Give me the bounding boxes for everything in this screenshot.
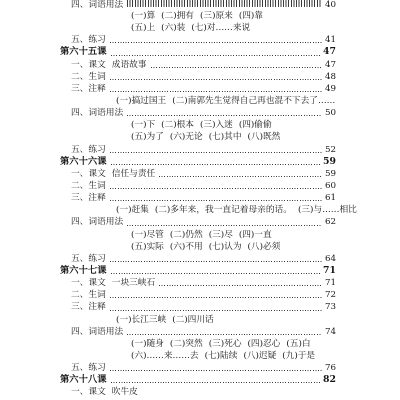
entry-label: 三、注释 xyxy=(71,83,106,94)
usage-item: (四)偷偷 xyxy=(238,120,272,131)
entry-label: 二、生词 xyxy=(71,290,106,301)
page-number: 50 xyxy=(324,108,336,119)
toc-entry-vocabulary xyxy=(60,289,336,301)
toc-entry-text xyxy=(60,386,336,398)
dot-leader xyxy=(111,164,321,165)
usage-item: (八)既然 xyxy=(247,132,281,143)
entry-label: 二、生词 xyxy=(71,71,106,82)
toc-entry-text xyxy=(60,168,336,180)
toc-usage-items xyxy=(60,338,336,350)
toc-usage-items xyxy=(60,241,336,253)
dot-leader xyxy=(110,79,322,80)
usage-item: (二)仍然 xyxy=(169,229,203,240)
dot-leader xyxy=(110,297,322,298)
dot-leader xyxy=(127,0,322,7)
table-of-contents xyxy=(60,0,357,399)
page-number: 47 xyxy=(323,46,336,58)
dot-leader xyxy=(110,370,322,371)
dot-leader xyxy=(110,42,322,43)
usage-item: (三)死心 xyxy=(208,338,242,349)
lesson-title: 第六十六课 xyxy=(60,155,107,167)
page-number: 74 xyxy=(324,326,336,337)
usage-item: (六)不用 xyxy=(169,241,203,252)
dot-leader xyxy=(110,200,322,201)
notes-item: (二)南郭先生觉得自己再也混不下去了…… xyxy=(172,95,336,106)
page-number: 40 xyxy=(324,0,336,10)
usage-item: (一)算 xyxy=(131,10,156,21)
toc-lesson-heading xyxy=(60,156,336,168)
usage-item: (五)白 xyxy=(286,338,311,349)
usage-item: (二)突然 xyxy=(169,338,203,349)
text-title: 一块三峡石 xyxy=(111,278,156,289)
page-number: 52 xyxy=(324,144,336,155)
dot-leader xyxy=(110,261,322,262)
page-number: 64 xyxy=(324,253,336,264)
usage-item: (八)迟疑 xyxy=(243,350,277,361)
notes-item: (一)赶集 xyxy=(116,205,149,216)
notes-item: (二)四川话 xyxy=(172,314,214,325)
entry-label: 一、课文 xyxy=(71,59,106,70)
entry-label: 一、课文 xyxy=(71,168,106,179)
notes-item: (一)搞过国王 xyxy=(116,95,167,106)
toc-entry-exercises xyxy=(60,253,336,265)
toc-entry-word-usage xyxy=(60,326,336,338)
usage-item: (一)尽管 xyxy=(131,229,164,240)
usage-item: (二)拥有 xyxy=(161,10,194,21)
usage-item: (五)实际 xyxy=(131,241,164,252)
usage-item: (七)其中 xyxy=(208,132,242,143)
toc-usage-items xyxy=(60,119,336,131)
page-number: 49 xyxy=(324,83,336,94)
dot-leader xyxy=(127,115,322,116)
toc-entry-exercises xyxy=(60,34,336,46)
toc-lesson-heading xyxy=(60,46,336,58)
text-title: 信任与责任 xyxy=(111,168,156,179)
page-number: 71 xyxy=(323,264,336,276)
usage-item: (七)陆续 xyxy=(204,350,238,361)
lesson-title: 第六十七课 xyxy=(60,264,107,276)
lesson-title: 第六十八课 xyxy=(60,374,107,386)
usage-item: (三)入迷 xyxy=(200,120,233,131)
toc-usage-items xyxy=(60,10,336,22)
usage-item: (五)上 xyxy=(131,23,156,34)
page-number: 60 xyxy=(324,180,336,191)
usage-item: (五)为了 xyxy=(131,132,164,143)
usage-item: (一)随身 xyxy=(131,338,164,349)
toc-entry-exercises xyxy=(60,144,336,156)
entry-label: 一、课文 xyxy=(71,278,106,289)
dot-leader xyxy=(110,310,322,311)
page-number: 72 xyxy=(324,290,336,301)
usage-item: (九)于是 xyxy=(282,350,316,361)
toc-entry-word-usage xyxy=(60,216,336,228)
lesson-title: 第六十五课 xyxy=(60,46,107,58)
usage-item: (一)下 xyxy=(131,120,156,131)
toc-lesson-heading xyxy=(60,374,336,386)
usage-item: (六)无论 xyxy=(169,132,203,143)
toc-lesson-heading xyxy=(60,265,336,277)
entry-label: 五、练习 xyxy=(71,363,106,374)
dot-leader xyxy=(111,382,321,383)
toc-notes-items xyxy=(60,204,357,216)
page-number: 62 xyxy=(324,217,336,228)
notes-item: (三)与……相比 xyxy=(297,205,357,216)
entry-label: 五、练习 xyxy=(71,144,106,155)
entry-label: 四、词语用法 xyxy=(71,0,124,10)
entry-label: 四、词语用法 xyxy=(71,326,124,337)
dot-leader xyxy=(111,273,321,274)
usage-item: (四)靠 xyxy=(238,10,263,21)
usage-item: (六)装 xyxy=(161,23,186,34)
dot-leader xyxy=(111,55,321,56)
toc-notes-items xyxy=(60,314,336,326)
page-number: 73 xyxy=(324,302,336,313)
dot-leader xyxy=(159,176,322,177)
entry-label: 五、练习 xyxy=(71,253,106,264)
lesson-block xyxy=(60,0,336,46)
toc-usage-items xyxy=(60,131,336,143)
entry-label: 四、词语用法 xyxy=(71,108,124,119)
page-number: 61 xyxy=(324,193,336,204)
usage-item: (七)对……来说 xyxy=(191,23,251,34)
usage-item: (二)根本 xyxy=(161,120,194,131)
notes-item: (二)多年来，我一直记着母亲的话。 xyxy=(154,205,292,216)
dot-leader xyxy=(110,152,322,153)
toc-entry-text xyxy=(60,59,336,71)
lesson-block xyxy=(60,155,357,265)
dot-leader xyxy=(127,334,322,335)
text-title: 吹牛皮 xyxy=(111,387,138,398)
lesson-block xyxy=(60,46,336,155)
lesson-block xyxy=(60,265,336,374)
usage-item: (四)忍心 xyxy=(247,338,281,349)
page-number: 82 xyxy=(323,374,336,386)
toc-entry-word-usage xyxy=(60,0,336,10)
page-number: 76 xyxy=(324,363,336,374)
dot-leader xyxy=(159,285,322,286)
toc-entry-vocabulary xyxy=(60,71,336,83)
toc-entry-notes xyxy=(60,192,336,204)
dot-leader xyxy=(110,188,322,189)
page-number: 48 xyxy=(324,71,336,82)
toc-usage-items xyxy=(60,229,336,241)
usage-item: (七)认为 xyxy=(208,241,242,252)
page-number: 59 xyxy=(324,168,336,179)
entry-label: 一、课文 xyxy=(71,387,106,398)
notes-item: (一)长江三峡 xyxy=(116,314,167,325)
toc-notes-items xyxy=(60,95,336,107)
usage-item: (六)……来……去 xyxy=(131,350,199,361)
page-number: 47 xyxy=(324,59,336,70)
dot-leader xyxy=(110,91,322,92)
text-title: 成语故事 xyxy=(111,59,147,70)
page-number: 59 xyxy=(323,155,336,167)
entry-label: 四、词语用法 xyxy=(71,217,124,228)
page-number: 41 xyxy=(324,35,336,46)
usage-item: (三)尽 xyxy=(208,229,233,240)
usage-item: (四)一直 xyxy=(238,229,272,240)
toc-entry-notes xyxy=(60,83,336,95)
usage-item: (三)原来 xyxy=(200,10,233,21)
entry-label: 五、练习 xyxy=(71,35,106,46)
entry-label: 二、生词 xyxy=(71,180,106,191)
entry-label: 三、注释 xyxy=(71,302,106,313)
toc-entry-exercises xyxy=(60,362,336,374)
toc-entry-word-usage xyxy=(60,107,336,119)
lesson-block xyxy=(60,374,336,398)
page-number: 71 xyxy=(324,278,336,289)
toc-entry-text xyxy=(60,277,336,289)
toc-entry-notes xyxy=(60,301,336,313)
toc-usage-items xyxy=(60,350,336,362)
toc-usage-items xyxy=(60,22,336,34)
entry-label: 三、注释 xyxy=(71,193,106,204)
toc-entry-vocabulary xyxy=(60,180,336,192)
dot-leader xyxy=(127,225,322,226)
dot-leader xyxy=(151,67,322,68)
usage-item: (八)必须 xyxy=(247,241,281,252)
